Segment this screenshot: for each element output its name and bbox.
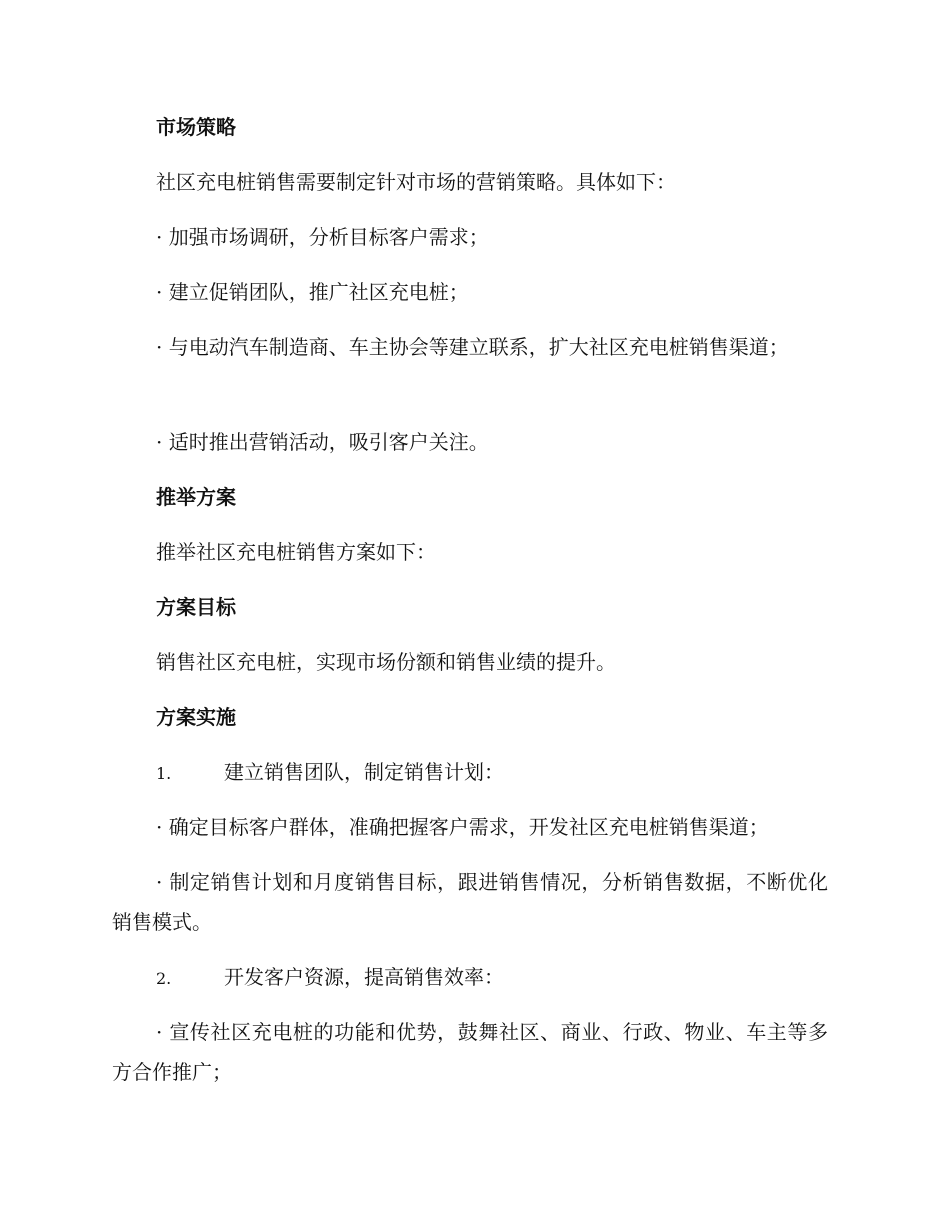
heading-market-strategy: 市场策略	[156, 115, 236, 139]
numbered-item	[156, 957, 504, 999]
implement-bullet: · 宣传社区充电桩的功能和优势，鼓舞社区、商业、行政、物业、车主等多方合作推广；	[112, 1020, 828, 1084]
item-number: 1.	[156, 764, 172, 783]
market-intro: 社区充电桩销售需要制定针对市场的营销策略。具体如下：	[156, 170, 676, 194]
item-title: 开发客户资源，提高销售效率：	[224, 965, 504, 989]
numbered-item	[156, 752, 504, 794]
implement-bullet: · 制定销售计划和月度销售目标，跟进销售情况，分析销售数据，不断优化销售模式。	[112, 870, 828, 934]
recommend-intro: 推举社区充电桩销售方案如下：	[156, 540, 436, 564]
market-bullet: · 建立促销团队，推广社区充电桩；	[156, 280, 469, 304]
item-number: 2.	[156, 969, 172, 988]
heading-plan-goal: 方案目标	[156, 595, 236, 619]
market-bullet: · 与电动汽车制造商、车主协会等建立联系，扩大社区充电桩销售渠道；	[156, 335, 789, 359]
market-bullet: · 适时推出营销活动，吸引客户关注。	[156, 430, 489, 454]
market-bullet: · 加强市场调研，分析目标客户需求；	[156, 225, 489, 249]
heading-plan-implementation: 方案实施	[156, 705, 236, 729]
plan-goal-text: 销售社区充电桩，实现市场份额和销售业绩的提升。	[156, 650, 616, 674]
heading-recommend-plan: 推举方案	[156, 485, 236, 509]
item-title: 建立销售团队，制定销售计划：	[224, 760, 504, 784]
implement-bullet: · 确定目标客户群体，准确把握客户需求，开发社区充电桩销售渠道；	[156, 815, 769, 839]
